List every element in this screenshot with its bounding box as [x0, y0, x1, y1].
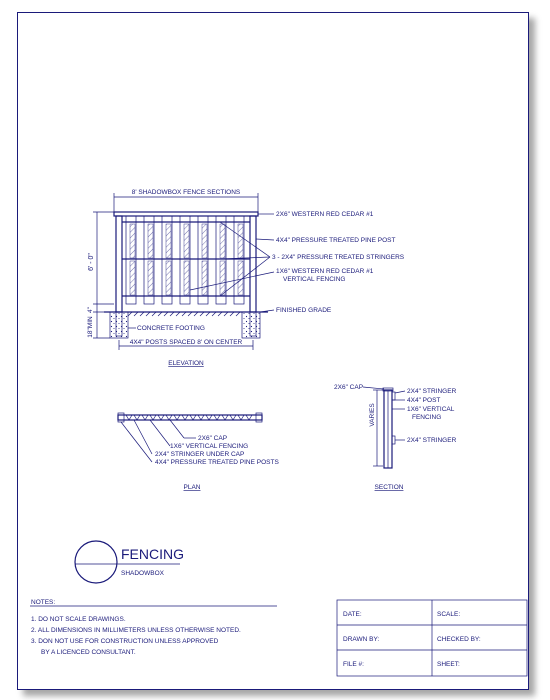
note-item-4: BY A LICENCED CONSULTANT. — [41, 649, 136, 656]
drawing-title: FENCING — [121, 546, 184, 562]
section-callout-post: 4X4" POST — [407, 397, 441, 404]
callout-cedar-cap: 2X6" WESTERN RED CEDAR #1 — [276, 211, 374, 218]
top-dimension-label: 8' SHADOWBOX FENCE SECTIONS — [131, 189, 241, 196]
plan-callout-fencing: 1X6" VERTICAL FENCING — [170, 443, 249, 450]
drawn-by-field: DRAWN BY: — [343, 636, 380, 643]
sheet-field: SHEET: — [437, 661, 460, 668]
notes-block — [30, 599, 277, 656]
plan-callout-stringer: 2X4" STRINGER UNDER CAP — [155, 451, 245, 458]
note-item-3: 3. DON NOT USE FOR CONSTRUCTION UNLESS APPROVED — [31, 638, 219, 645]
section-view — [334, 384, 457, 491]
section-callout-stringer-bottom: 2X4" STRINGER — [407, 437, 457, 444]
section-callout-stringer-top: 2X4" STRINGER — [407, 388, 457, 395]
notes-heading: NOTES: — [31, 599, 56, 606]
note-item-1: 1. DO NOT SCALE DRAWINGS. — [31, 616, 126, 623]
callout-concrete-footing: CONCRETE FOOTING — [137, 325, 205, 332]
plan-callout-posts: 4X4" PRESSURE TREATED PINE POSTS — [155, 459, 279, 466]
callout-finished-grade: FINISHED GRADE — [276, 307, 332, 314]
callout-cedar-board: 1X6" WESTERN RED CEDAR #1 — [276, 268, 374, 275]
note-item-2: 2. ALL DIMENSIONS IN MILLIMETERS UNLESS OTHERWISE NOTED. — [31, 627, 241, 634]
date-field: DATE: — [343, 611, 362, 618]
plan-label: PLAN — [183, 484, 201, 491]
callout-stringers: 3 - 2X4" PRESSURE TREATED STRINGERS — [272, 254, 405, 261]
elevation-label: ELEVATION — [168, 360, 204, 367]
section-cap-label: 2X6" CAP — [334, 384, 364, 391]
title-block — [75, 541, 184, 583]
footing-dimension-label: 18"MIN — [87, 316, 94, 338]
file-field: FILE #: — [343, 661, 364, 668]
height-dimension-label: 6' - 0" — [88, 253, 95, 271]
section-label: SECTION — [374, 484, 404, 491]
plan-view — [118, 413, 279, 491]
info-table — [337, 600, 527, 676]
section-callout-fencing: FENCING — [412, 414, 442, 421]
callout-pine-post: 4X4" PRESSURE TREATED PINE POST — [276, 237, 396, 244]
post-spacing-label: 4X4" POSTS SPACED 8' ON CENTER — [129, 339, 243, 346]
drawing-subtitle: SHADOWBOX — [121, 570, 164, 577]
plan-callout-cap: 2X6" CAP — [198, 435, 228, 442]
scale-field: SCALE: — [437, 611, 461, 618]
elevation-view — [87, 189, 405, 367]
section-callout-vertical: 1X6" VERTICAL — [407, 406, 455, 413]
varies-label: VARIES — [369, 403, 376, 427]
gap-dimension-label: 4" — [87, 307, 94, 313]
callout-vertical-fencing: VERTICAL FENCING — [283, 276, 346, 283]
checked-by-field: CHECKED BY: — [437, 636, 481, 643]
